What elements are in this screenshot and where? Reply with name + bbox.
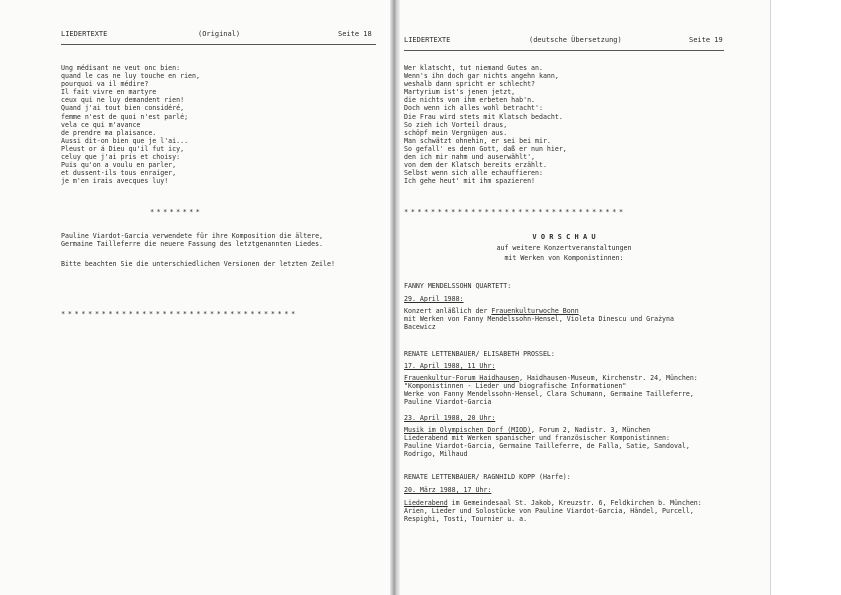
left-note-hint: Bitte beachten Sie die unterschiedlichen Versionen der letzten Zeile! — [61, 260, 335, 268]
event-line: Werke von Fanny Mendelssohn-Hensel, Clara Schumann, Germaine Tailleferre, — [404, 390, 694, 398]
poem-line: de prendre ma plaisance. — [61, 128, 157, 137]
event-date: 23. April 1988, 20 Uhr: — [404, 414, 496, 422]
event-line: Pauline Viardot-Garcia — [404, 398, 492, 406]
poem-line: et dussent-ils tous enraiger, — [61, 169, 177, 178]
event-group-heading: RENATE LETTENBAUER/ ELISABETH PROSSEL: — [404, 350, 555, 358]
event-line: Respighi, Tosti, Tournier u. a. — [404, 515, 528, 523]
event-line — [404, 499, 702, 507]
event-venue: Musik im Olympischen Dorf (MIOD) — [404, 426, 532, 434]
event-group-heading: RENATE LETTENBAUER/ RAGNHILD KOPP (Harfe): — [404, 473, 571, 481]
left-page-number: Seite 18 — [338, 30, 372, 38]
left-poem — [61, 64, 200, 185]
vorschau-subtitle: mit Werken von Komponistinnen: — [504, 254, 624, 262]
poem-line: Ich gehe heut' mit ihm spazieren! — [404, 177, 536, 186]
page-edge — [770, 0, 841, 595]
poem-line: Il fait vivre en martyre — [61, 88, 157, 97]
event-venue: Frauenkultur-Forum Haidhausen — [404, 374, 520, 382]
right-header-title: LIEDERTEXTE — [404, 36, 451, 44]
event-line — [404, 307, 579, 315]
vorschau-title: V O R S C H A U — [532, 233, 596, 241]
vorschau-block — [404, 232, 724, 263]
event-date: 17. April 1988, 11 Uhr: — [404, 362, 496, 370]
poem-line: Wer klatscht, tut niemand Gutes an. — [404, 64, 543, 72]
poem-line: Selbst wenn sich alle echauffieren: — [404, 169, 543, 178]
poem-line: Pleust or á Dieu qu'il fut icy, — [61, 144, 185, 153]
left-star-separator-long: *********************************** — [61, 310, 298, 318]
left-note — [61, 232, 323, 248]
poem-line: Die Frau wird stets mit Klatsch bedacht. — [404, 112, 563, 121]
poem-line: Quand j'ai tout bien considéré, — [61, 104, 185, 113]
event-text: , Haidhausen-Museum, Kirchenstr. 24, München: — [519, 374, 698, 382]
poem-line: weshalb dann spricht er schlecht? — [404, 80, 536, 89]
event-line: Bacewicz — [404, 323, 436, 331]
poem-line: je m'en irais avecques luy! — [61, 177, 169, 186]
left-header-rule — [61, 44, 376, 45]
event-line: Pauline Viardot-Garcia, Germaine Tailleferre, de Falla, Satie, Sandoval, — [404, 442, 690, 450]
poem-line: vela ce qui m'avance — [61, 120, 141, 129]
left-header-subtitle: (Original) — [198, 30, 241, 38]
right-poem — [404, 64, 567, 185]
poem-line: Man schwätzt ohnehin, er sei bei mir. — [404, 136, 551, 145]
poem-line: Aussi dit-on bien que je l'ai... — [61, 136, 189, 145]
left-header-title: LIEDERTEXTE — [61, 30, 108, 38]
poem-line: femme n'est de quoi n'est parlé; — [61, 112, 189, 121]
event-date: 20. März 1988, 17 Uhr: — [404, 486, 492, 494]
right-header-rule — [404, 50, 724, 51]
event-text: im Gemeindesaal St. Jakob, Kreuzstr. 6, Feldkirchen b. München: — [447, 499, 702, 507]
event-text: , Forum 2, Nadistr. 3, München — [531, 426, 651, 434]
poem-line: quand le cas ne luy touche en rien, — [61, 72, 200, 81]
event-venue: Frauenkulturwoche Bonn — [491, 307, 579, 315]
poem-line: pourquoi va il médire? — [61, 80, 149, 89]
poem-line: die nichts von ihm erbeten hab'n. — [404, 96, 536, 105]
right-page-number: Seite 19 — [689, 36, 723, 44]
note-line: Germaine Tailleferre die neuere Fassung des letztgenannten Liedes. — [61, 240, 324, 249]
event-date: 29. April 1988: — [404, 295, 464, 303]
left-star-separator: ******** — [150, 208, 203, 216]
book-gutter — [390, 0, 400, 595]
event-group-heading: FANNY MENDELSSOHN QUARTETT: — [404, 282, 512, 290]
poem-line: ceux qui ne luy demandent rien! — [61, 96, 185, 105]
event-line: mit Werken von Fanny Mendelssohn-Hensel, Violeta Dinescu und Grażyna — [404, 315, 674, 323]
poem-line: Martyrium ist's jenen jetzt, — [404, 88, 516, 97]
poem-line: So zieh ich Vorteil draus, — [404, 120, 508, 129]
poem-line: Ung médisant ne veut onc bien: — [61, 64, 181, 72]
event-line: Rodrigo, Milhaud — [404, 450, 468, 458]
poem-line: schöpf mein Vergnügen aus. — [404, 128, 508, 137]
event-line — [404, 426, 650, 434]
poem-line: Puis qu'on a voulu en parler, — [61, 161, 177, 170]
note-line: Pauline Viardot-Garcia verwendete für ihre Komposition die ältere, — [61, 232, 324, 240]
event-text: Konzert anläßlich der — [404, 307, 492, 315]
poem-line: Wenn's ihn doch gar nichts angehn kann, — [404, 72, 559, 81]
event-line: Arien, Lieder und Solostücke von Pauline Viardot-Garcia, Händel, Purcell, — [404, 507, 694, 515]
right-header-subtitle: (deutsche Übersetzung) — [529, 36, 622, 44]
right-star-separator: ********************************* — [404, 208, 626, 216]
poem-line: So gefall' es denn Gott, daß er nun hier, — [404, 144, 567, 153]
event-line: Liederabend mit Werken spanischer und französischer Komponistinnen: — [404, 434, 670, 442]
event-venue: Liederabend — [404, 499, 448, 507]
event-line — [404, 374, 698, 382]
event-line: "Komponistinnen - Lieder und biografische Informationen" — [404, 382, 627, 390]
poem-line: Doch wenn ich alles wohl betracht': — [404, 104, 543, 113]
poem-line: celuy que j'ai pris et choisy: — [61, 153, 181, 162]
vorschau-subtitle: auf weitere Konzertveranstaltungen — [496, 244, 632, 252]
poem-line: den ich mir nahm und auserwählt', — [404, 153, 536, 162]
poem-line: von dem der Klatsch bereits erzählt. — [404, 161, 547, 170]
